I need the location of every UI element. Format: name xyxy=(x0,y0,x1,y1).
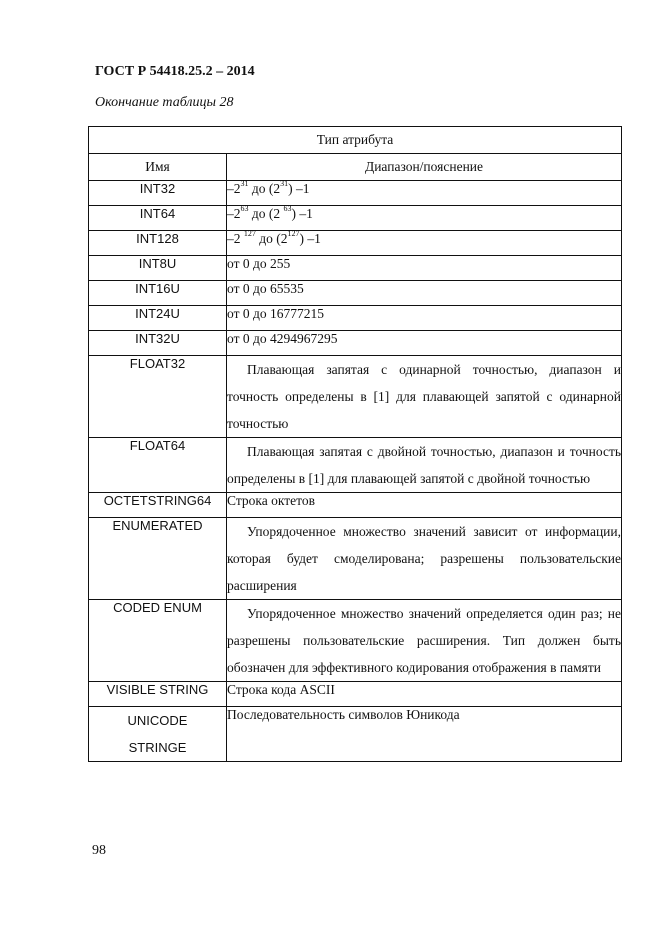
type-description: Строка октетов xyxy=(227,493,622,518)
table-row xyxy=(89,600,622,682)
type-name: FLOAT32 xyxy=(89,356,227,438)
range-prefix: –2 xyxy=(227,181,241,196)
range-suffix: ) –1 xyxy=(299,231,321,246)
table-row xyxy=(89,306,622,331)
type-name-line: UNICODE xyxy=(127,713,188,728)
table-row xyxy=(89,707,622,762)
range-exponent: 31 xyxy=(280,179,289,188)
type-name: INT32U xyxy=(89,331,227,356)
table-row xyxy=(89,206,622,231)
document-header: ГОСТ Р 54418.25.2 – 2014 xyxy=(95,64,255,79)
type-range: от 0 до 255 xyxy=(227,256,622,281)
range-exponent: 127 xyxy=(287,229,300,238)
range-middle: до (2 xyxy=(251,181,281,196)
table-caption: Тип атрибута xyxy=(89,127,622,154)
type-name: OCTETSTRING64 xyxy=(89,493,227,518)
range-middle: до (2 xyxy=(259,231,288,246)
type-name: INT8U xyxy=(89,256,227,281)
table-row xyxy=(89,281,622,306)
type-name: CODED ENUM xyxy=(89,600,227,682)
range-middle: до (2 xyxy=(251,206,281,221)
type-name: INT64 xyxy=(89,206,227,231)
description-text: Плавающая запятая с двойной точностью, диапазон и точность определены в [1] для плавающей запятой с двойной точностью xyxy=(227,444,621,486)
description-text: Плавающая запятая с одинарной точностью, диапазон и точность определены в [1] для плавающей запятой с одинарной точностью xyxy=(227,362,621,431)
table-row xyxy=(89,331,622,356)
table-row xyxy=(89,181,622,206)
type-name: FLOAT64 xyxy=(89,438,227,493)
type-description: Последовательность символов Юникода xyxy=(227,707,622,762)
type-name: INT128 xyxy=(89,231,227,256)
range-exponent: 31 xyxy=(240,179,249,188)
range-prefix: –2 xyxy=(227,206,241,221)
range-suffix: ) –1 xyxy=(291,206,313,221)
table-row xyxy=(89,256,622,281)
type-name: INT16U xyxy=(89,281,227,306)
column-header-description: Диапазон/пояснение xyxy=(227,154,622,181)
type-range xyxy=(227,181,622,206)
range-exponent: 63 xyxy=(283,204,292,213)
type-range xyxy=(227,206,622,231)
type-description xyxy=(227,518,622,600)
type-range: от 0 до 4294967295 xyxy=(227,331,622,356)
type-range xyxy=(227,231,622,256)
table-continuation-label: Окончание таблицы 28 xyxy=(95,95,234,110)
range-prefix: –2 xyxy=(227,231,241,246)
type-description xyxy=(227,600,622,682)
range-suffix: ) –1 xyxy=(288,181,310,196)
type-range: от 0 до 65535 xyxy=(227,281,622,306)
table-row xyxy=(89,518,622,600)
type-description: Строка кода ASCII xyxy=(227,682,622,707)
table-row xyxy=(89,682,622,707)
attribute-type-table xyxy=(88,126,622,762)
table-row xyxy=(89,231,622,256)
column-header-name: Имя xyxy=(89,154,227,181)
type-name: ENUMERATED xyxy=(89,518,227,600)
table-row xyxy=(89,438,622,493)
table-row xyxy=(89,493,622,518)
type-range: от 0 до 16777215 xyxy=(227,306,622,331)
type-description xyxy=(227,356,622,438)
description-text: Упорядоченное множество значений определяется один раз; не разрешены пользовательские расширения. Тип должен быть обозначен для эффективного кодирования отображения в памяти xyxy=(227,606,621,675)
description-text: Упорядоченное множество значений зависит от информации, которая будет смоделирована; разрешены пользовательские расширения xyxy=(227,524,621,593)
page-number: 98 xyxy=(92,843,106,858)
range-exponent: 127 xyxy=(243,229,256,238)
type-name: INT32 xyxy=(89,181,227,206)
type-name: INT24U xyxy=(89,306,227,331)
type-name: VISIBLE STRING xyxy=(89,682,227,707)
type-description xyxy=(227,438,622,493)
table-row xyxy=(89,356,622,438)
type-name-line: STRINGE xyxy=(128,740,187,755)
type-name xyxy=(89,707,227,762)
range-exponent: 63 xyxy=(240,204,249,213)
